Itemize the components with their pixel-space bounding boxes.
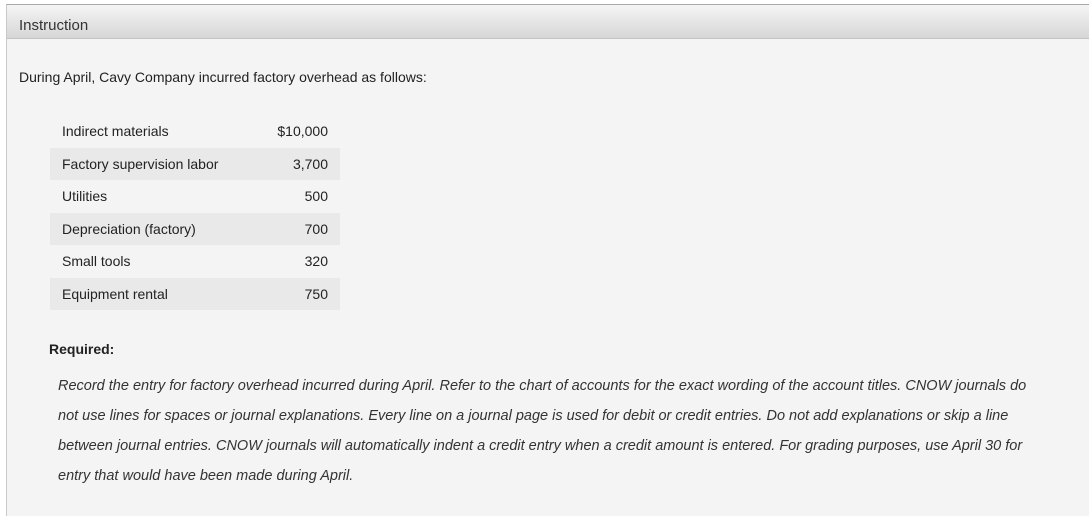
- table-row: [50, 115, 340, 148]
- item-amount: 500: [304, 188, 328, 205]
- panel-title: Instruction: [19, 17, 89, 34]
- table-row: [50, 278, 340, 311]
- item-label: Utilities: [62, 188, 108, 205]
- instruction-panel: [6, 4, 1089, 516]
- item-label: Depreciation (factory): [50, 213, 228, 246]
- required-instructions: Record the entry for factory overhead incurred during April. Refer to the chart of accounts for the exact wording of the account titles. CNOW journals do not use lines for spaces or journal explanations. Every line on a journal page is used for debit or credit entries. Do not add explanations or skip a line between journal entries. CNOW journals will automatically indent a credit entry when a credit amount is entered. For grading purposes, use April 30 for entry that would have been made during April.: [58, 378, 1027, 484]
- required-heading: Required:: [49, 341, 115, 357]
- item-amount: $10,000: [277, 123, 328, 140]
- item-amount: 700: [228, 213, 340, 246]
- panel-header[interactable]: [7, 5, 1089, 39]
- item-amount: 320: [304, 253, 328, 270]
- table-row: [50, 180, 340, 213]
- item-label: Indirect materials: [62, 123, 169, 140]
- intro-text: During April, Cavy Company incurred factory overhead as follows:: [19, 69, 427, 85]
- table-row: [50, 245, 340, 278]
- item-label: Factory supervision labor: [50, 148, 228, 181]
- item-amount: 3,700: [228, 148, 340, 181]
- item-label: Equipment rental: [50, 278, 228, 311]
- item-amount: 750: [228, 278, 340, 311]
- item-label: Small tools: [62, 253, 131, 270]
- overhead-table: [50, 115, 340, 310]
- table-row: [50, 148, 340, 181]
- table-row: [50, 213, 340, 246]
